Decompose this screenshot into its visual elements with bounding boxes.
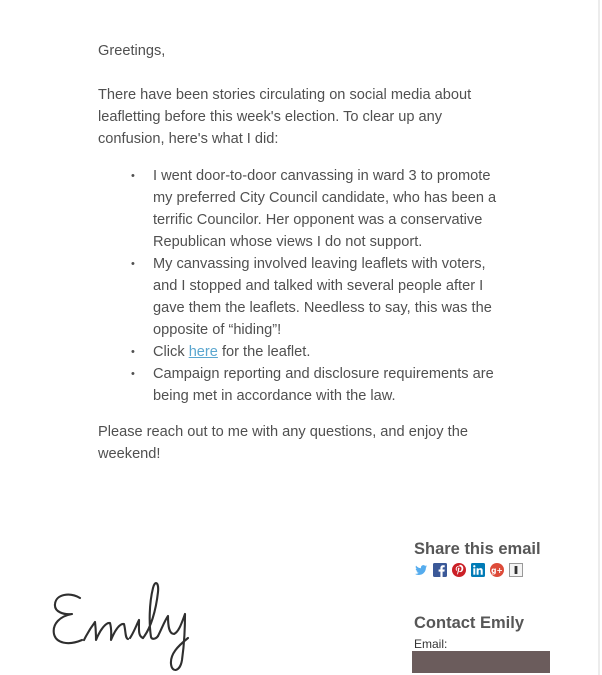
pinterest-icon[interactable] — [452, 563, 466, 577]
intro-paragraph: There have been stories circulating on social media about leafletting before this week's election. To clear up any confusion, here's what I did: — [98, 87, 472, 147]
list-item: • I went door-to-door canvassing in ward 3 to promote my preferred City Council candidate, who has been a terrific Councilor. Her opponent was a conservative Republican whose views I do not support. — [98, 165, 508, 253]
list-item-text: for the leaflet. — [217, 344, 311, 360]
list-item — [98, 341, 508, 363]
bullet-list — [98, 165, 508, 407]
instapaper-icon[interactable] — [509, 563, 523, 577]
contact-title: Contact Emily — [414, 614, 525, 632]
signature-image — [18, 548, 218, 675]
facebook-icon[interactable] — [433, 563, 447, 577]
list-item: • Campaign reporting and disclosure requirements are being met in accordance with the law. — [98, 363, 508, 407]
twitter-icon[interactable] — [414, 563, 428, 577]
share-title: Share this email — [414, 540, 541, 558]
linkedin-icon[interactable] — [471, 563, 485, 577]
page-right-divider — [598, 0, 600, 675]
greeting-text: Greetings, — [98, 43, 166, 59]
list-item-text: Click — [153, 344, 189, 360]
email-body — [98, 40, 508, 465]
share-icon-bar — [414, 563, 523, 577]
email-label: Email: — [414, 637, 448, 651]
closing-paragraph: Please reach out to me with any questions, and enjoy the weekend! — [98, 424, 468, 462]
google-plus-icon[interactable] — [490, 563, 504, 577]
leaflet-link[interactable]: here — [188, 344, 218, 360]
svg-text:g+: g+ — [491, 566, 503, 575]
email-input[interactable] — [412, 651, 550, 673]
list-item: • My canvassing involved leaving leaflets with voters, and I stopped and talked with several people after I gave them the leaflets. Needless to say, this was the opposite of “hiding”! — [98, 253, 508, 341]
